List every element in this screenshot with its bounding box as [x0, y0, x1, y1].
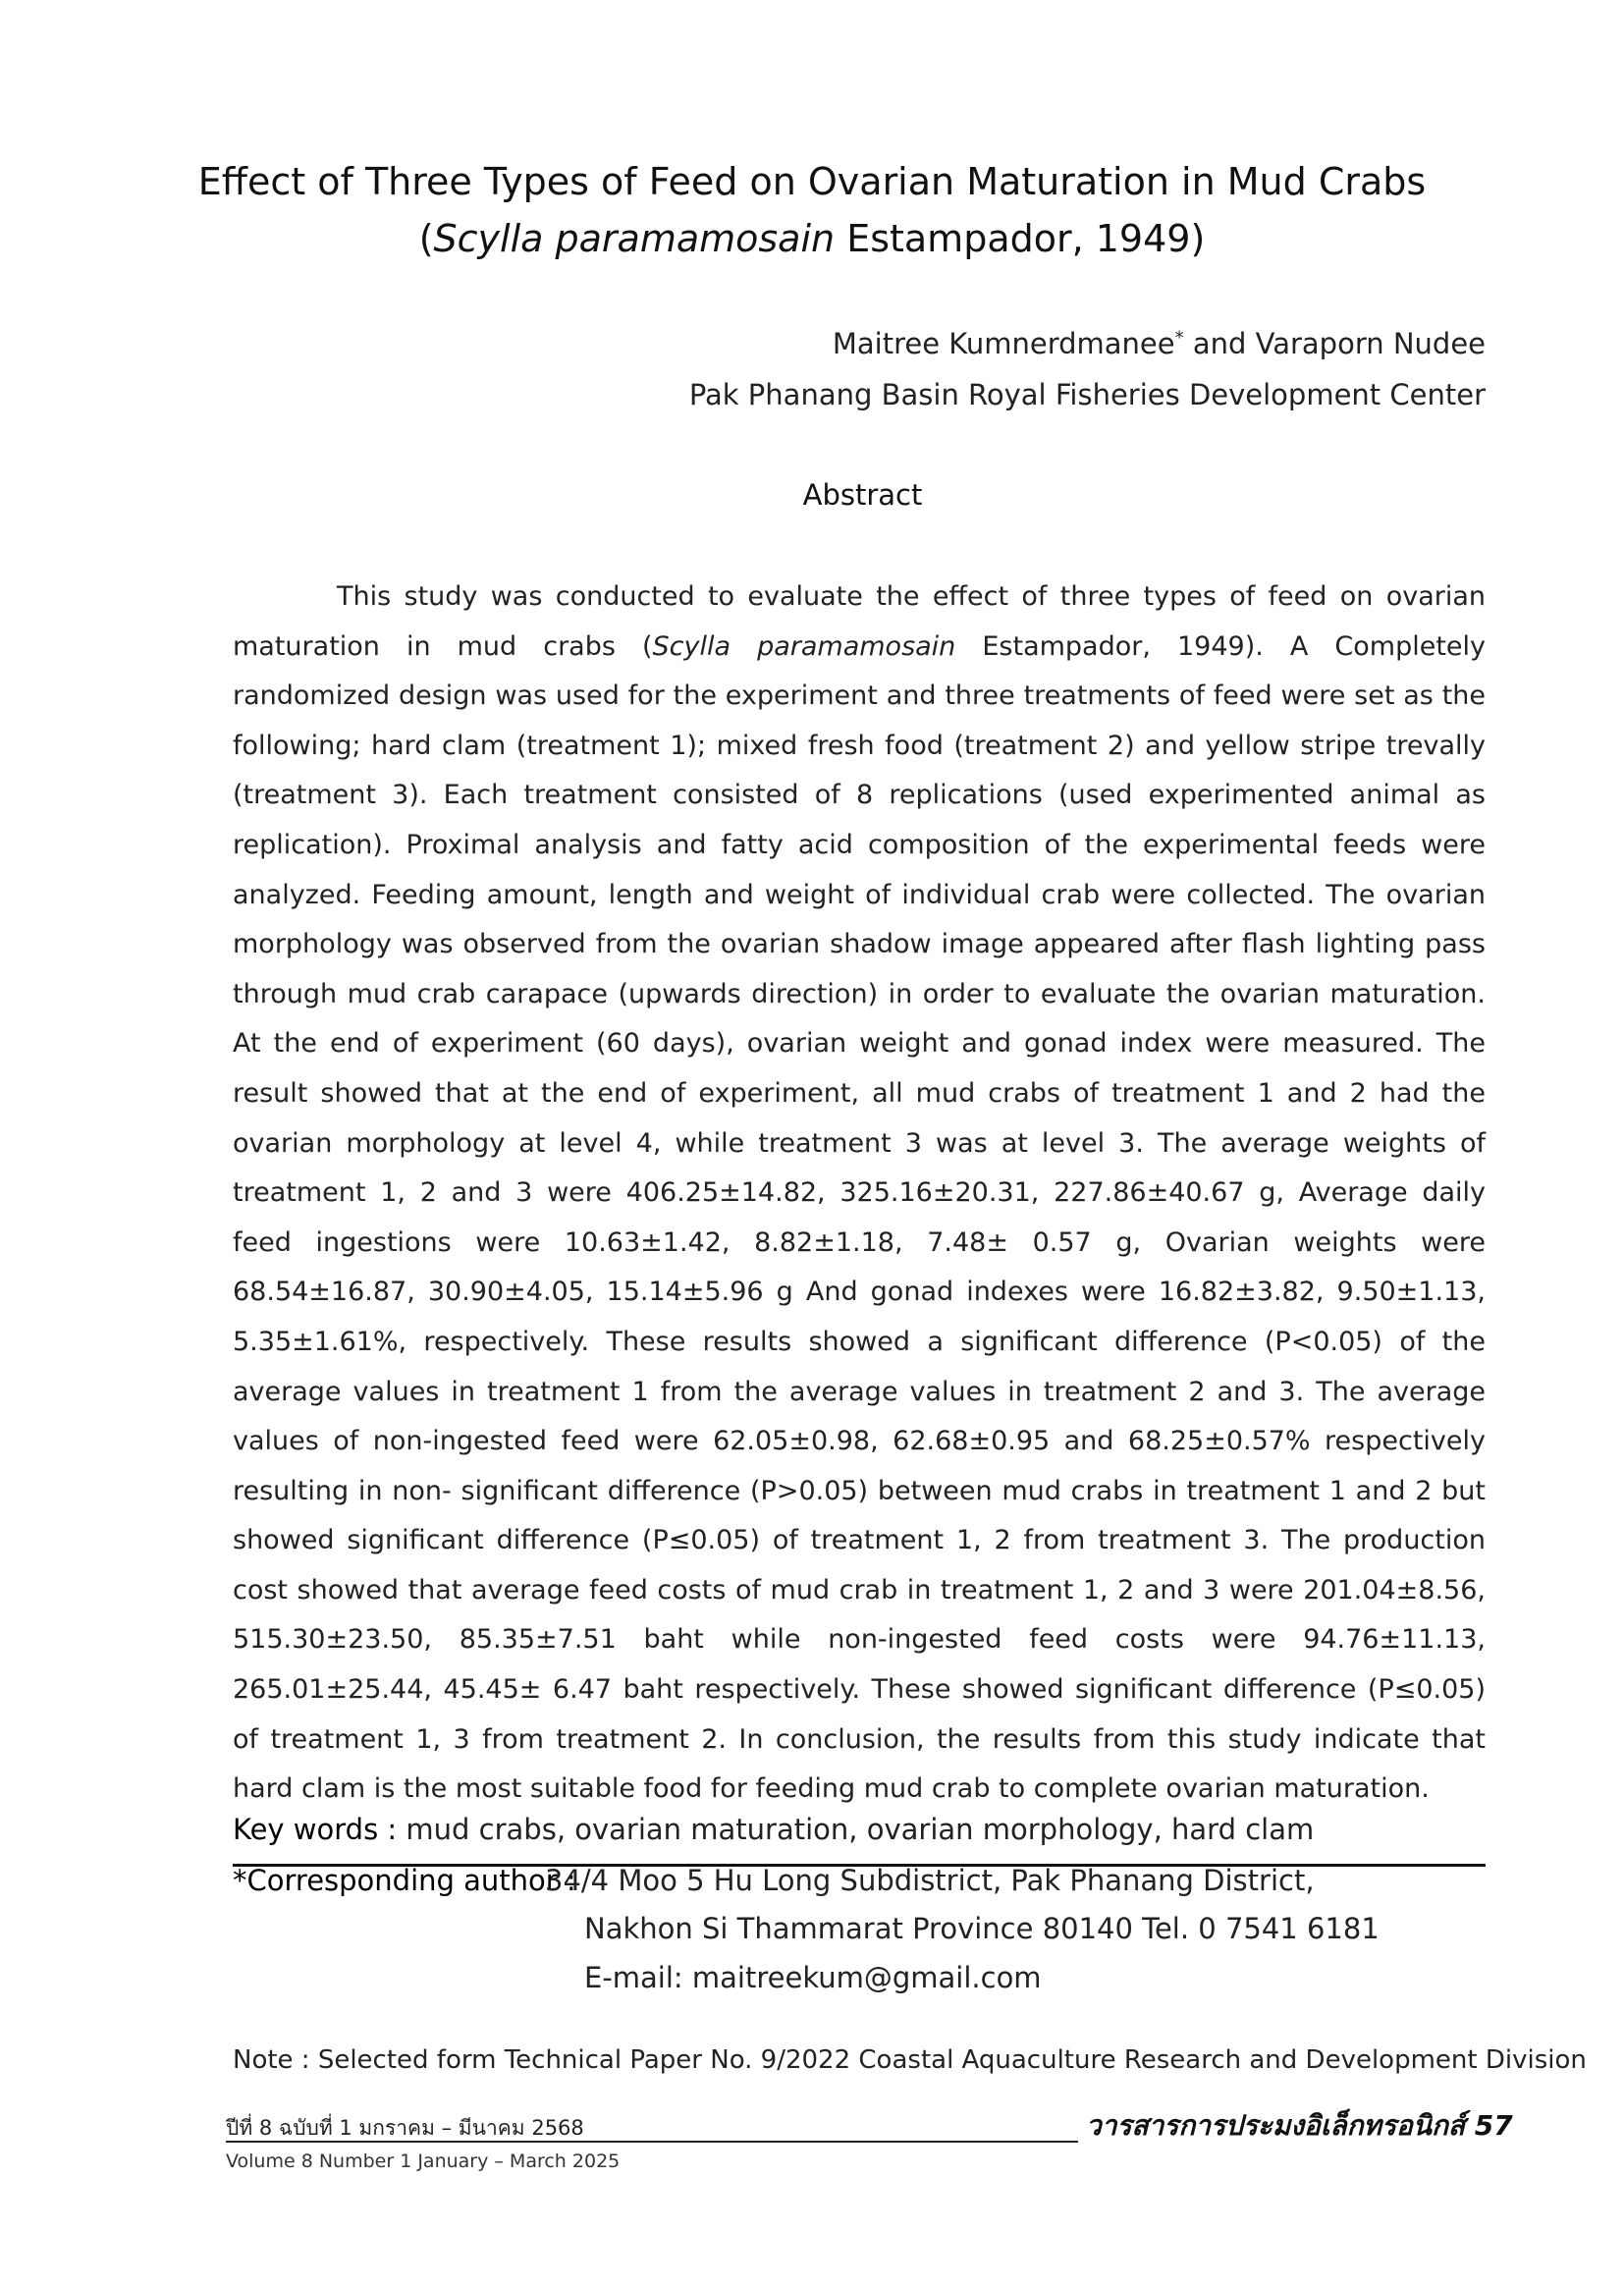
- author-names: [833, 324, 1486, 363]
- corresponding-author-label: *Corresponding author :: [233, 1864, 576, 1897]
- title-species-name: Scylla paramamosain: [433, 217, 836, 260]
- footer-issue-thai: ปีที่ 8 ฉบับที่ 1 มกราคม – มีนาคม 2568: [226, 2116, 584, 2140]
- abstract-text-start: This study was conducted to evaluate the effect of three types of feed on ovarian maturation in mud crabs (: [233, 581, 1486, 662]
- source-note: Note : Selected form Technical Paper No. 9/2022 Coastal Aquaculture Research and Development Division: [233, 2045, 1587, 2075]
- author-first: Maitree Kumnerdmanee: [832, 327, 1175, 360]
- corresponding-marker: *: [1174, 327, 1184, 349]
- corresponding-email: E-mail: maitreekum@gmail.com: [584, 1961, 1042, 1994]
- abstract-species-name: Scylla paramamosain: [652, 630, 956, 662]
- corresponding-address-line-2: Nakhon Si Thammarat Province 80140 Tel. 0 7541 6181: [584, 1912, 1380, 1945]
- title-species-authority: Estampador, 1949): [835, 217, 1206, 260]
- title-paren-open: (: [418, 217, 434, 260]
- author-second: and Varaporn Nudee: [1183, 327, 1486, 360]
- footer-volume-english: Volume 8 Number 1 January – March 2025: [226, 2150, 621, 2172]
- abstract-text-rest: Estampador, 1949). A Completely randomized design was used for the experiment and three treatments of feed were set as the following; hard clam (treatment 1); mixed fresh food (treatment 2) and yellow stripe trevally (treatment 3). Each treatment consisted of 8 replications (used experimented animal as replication). Proximal analysis and fatty acid composition of the experimental feeds were analyzed. Feeding amount, length and weight of individual crab were collected. The ovarian morphology was observed from the ovarian shadow image appeared after flash lighting pass through mud crab carapace (upwards direction) in order to evaluate the ovarian maturation. At the end of experiment (60 days), ovarian weight and gonad index were measured. The result showed that at the end of experiment, all mud crabs of treatment 1 and 2 had the ovarian morphology at level 4, while treatment 3 was at level 3. The average weights of treatment 1, 2 and 3 were 406.25±14.82, 325.16±20.31, 227.86±40.67 g, Average daily feed ingestions were 10.63±1.42, 8.82±1.18, 7.48± 0.57 g, Ovarian weights were 68.54±16.87, 30.90±4.05, 15.14±5.96 g And gonad indexes were 16.82±3.82, 9.50±1.13, 5.35±1.61%, respectively. These results showed a significant difference (P<0.05) of the average values in treatment 1 from the average values in treatment 2 and 3. The average values of non-ingested feed were 62.05±0.98, 62.68±0.95 and 68.25±0.57% respectively resulting in non- significant difference (P>0.05) between mud crabs in treatment 1 and 2 but showed significant difference (P≤0.05) of treatment 1, 2 from treatment 3. The production cost showed that average feed costs of mud crab in treatment 1, 2 and 3 were 201.04±8.56, 515.30±23.50, 85.35±7.51 baht while non-ingested feed costs were 94.76±11.13, 265.01±25.44, 45.45± 6.47 baht respectively. These showed significant difference (P≤0.05) of treatment 1, 3 from treatment 2. In conclusion, the results from this study indicate that hard clam is the most suitable food for feeding mud crab to complete ovarian maturation.: [233, 630, 1486, 1805]
- footer-divider: [226, 2141, 1078, 2143]
- footer-journal-name: วารสารการประมงอิเล็กทรอนิกส์ 57: [1086, 2109, 1513, 2142]
- abstract-heading: Abstract: [802, 478, 923, 512]
- abstract-body: [233, 572, 1486, 1815]
- corresponding-address-line-1: 34/4 Moo 5 Hu Long Subdistrict, Pak Phanang District,: [545, 1864, 1315, 1897]
- paper-title-line-2: [157, 214, 1467, 263]
- paper-title-line-1: Effect of Three Types of Feed on Ovarian Maturation in Mud Crabs: [197, 160, 1427, 203]
- keywords-text: mud crabs, ovarian maturation, ovarian morphology, hard clam: [397, 1813, 1315, 1846]
- author-affiliation: Pak Phanang Basin Royal Fisheries Development Center: [688, 378, 1486, 411]
- keywords: [233, 1810, 1314, 1849]
- keywords-label: Key words :: [233, 1813, 398, 1846]
